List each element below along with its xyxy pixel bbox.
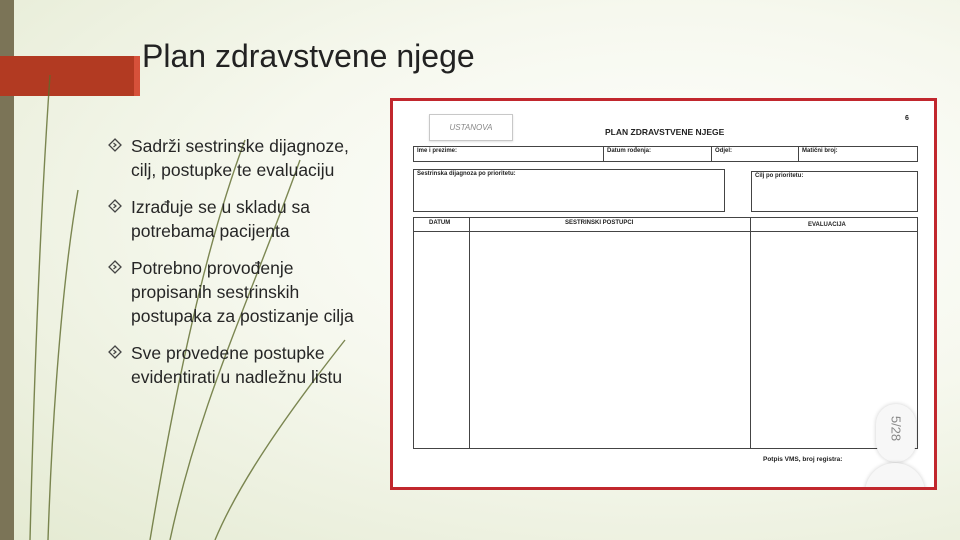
- date-column-header: DATUM: [429, 220, 451, 226]
- bullet-text: Sadrži sestrinske dijagnoze, cilj, postupke te evaluaciju: [131, 136, 349, 180]
- name-field-label: Ime i prezime:: [417, 148, 458, 154]
- institution-box: USTANOVA: [429, 114, 513, 141]
- registry-number-field-label: Matični broj:: [802, 148, 838, 154]
- bullet-text: Izrađuje se u skladu sa potrebama pacijenta: [131, 197, 310, 241]
- bullet-text: Potrebno provođenje propisanih sestrinskih postupaka za postizanje cilja: [131, 258, 354, 326]
- slide-counter-text: 5/28: [888, 415, 904, 442]
- diamond-bullet-icon: [108, 138, 122, 152]
- procedures-column-header: SESTRINSKI POSTUPCI: [565, 220, 634, 226]
- diamond-bullet-icon: [108, 345, 122, 359]
- diamond-bullet-icon: [108, 260, 122, 274]
- bullet-text: Sve provedene postupke evidentirati u nadležnu listu: [131, 343, 343, 387]
- field-divider: [603, 146, 604, 162]
- goal-field-label: Cilj po prioritetu:: [755, 173, 804, 179]
- field-divider: [798, 146, 799, 162]
- table-header-line: [413, 231, 918, 232]
- bullet-item: [108, 195, 378, 243]
- form-page-number: 6: [905, 115, 909, 122]
- birth-date-field-label: Datum rođenja:: [607, 148, 652, 154]
- diagnosis-field-label: Sestrinska dijagnoza po prioritetu:: [417, 171, 516, 177]
- field-divider: [711, 146, 712, 162]
- department-field-label: Odjel:: [715, 148, 733, 154]
- column-divider: [750, 217, 751, 449]
- navigation-circle: [865, 463, 925, 490]
- bullet-item: [108, 134, 378, 182]
- column-divider: [469, 217, 470, 449]
- procedures-table: [413, 217, 918, 449]
- evaluation-column-header: EVALUACIJA: [808, 222, 846, 228]
- signature-line: Potpis VMS, broj registra:: [763, 456, 843, 463]
- patient-info-row: [413, 146, 918, 162]
- slide-title: Plan zdravstvene njege: [142, 38, 475, 74]
- bullet-item: [108, 256, 378, 328]
- title-accent-tab: [0, 56, 140, 96]
- bullet-item: [108, 341, 378, 389]
- form-title: PLAN ZDRAVSTVENE NJEGE: [605, 127, 725, 137]
- care-plan-form-image: [390, 98, 937, 490]
- bullet-list: [108, 134, 378, 402]
- diamond-bullet-icon: [108, 199, 122, 213]
